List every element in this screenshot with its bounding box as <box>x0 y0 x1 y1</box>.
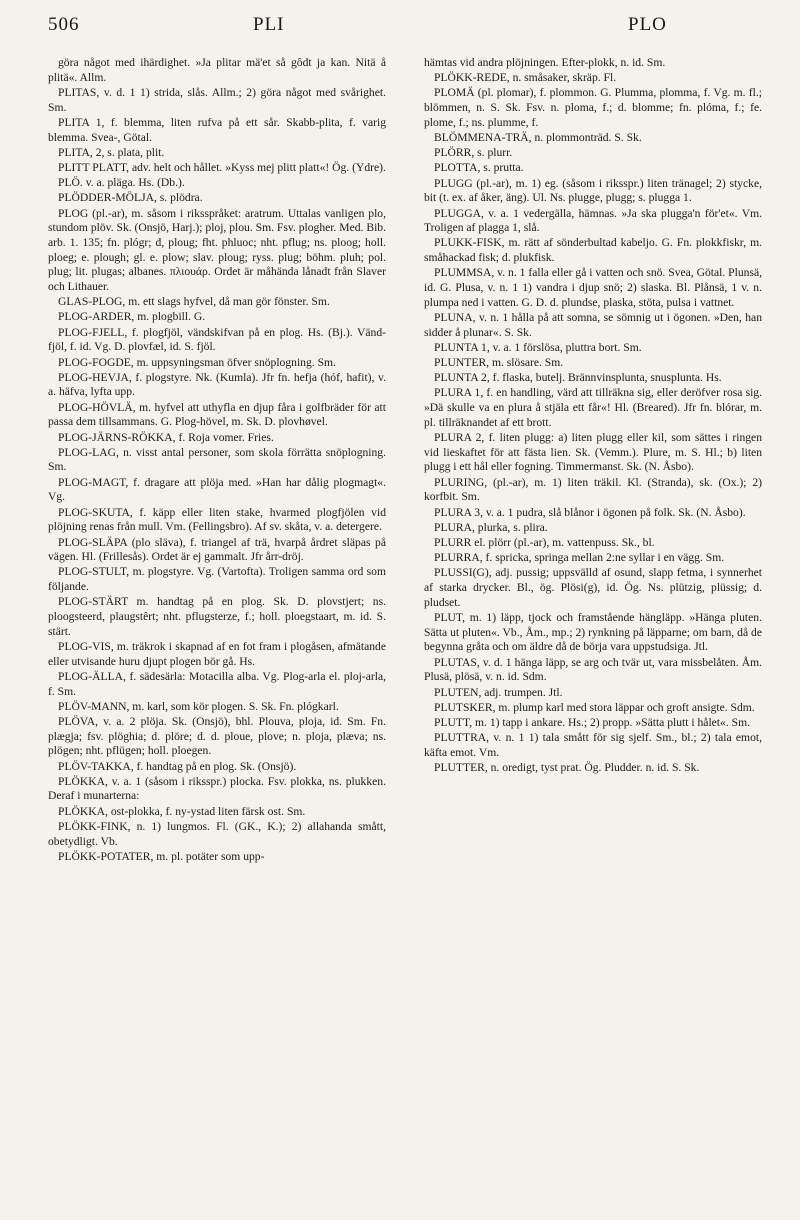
dictionary-entry: PLÖDDER-MÖLJA, s. plödra. <box>58 191 203 205</box>
dictionary-entry: PLUTTRA, v. n. 1 1) tala smått för sig sjelf. Sm., bl.; 2) tala emot, käfta emot. Vm. <box>424 731 762 759</box>
dictionary-entry: PLUNTER, m. slösare. Sm. <box>434 356 564 370</box>
dictionary-entry: PLOG-JÄRNS-RÖKKA, f. Roja vomer. Fries. <box>58 430 274 444</box>
dictionary-entry: PLOG-FJELL, f. plogfjöl, vändskifvan på en plog. Hs. (Bj.). Vänd-fjöl, f. id. Vg. D. plovfæl, id. S. fjöl. <box>48 325 386 354</box>
dictionary-entry: GLAS-PLOG, m. ett slags hyfvel, då man gör fönster. Sm. <box>58 295 330 309</box>
page-header <box>48 14 760 44</box>
dictionary-entry: PLUTEN, adj. trumpen. Jtl. <box>434 685 563 699</box>
dictionary-entry: PLUSSI(G), adj. pussig; uppsvälld af osund, slapp fetma, i synnerhet af starka drycker. Bl., ög. Plösi(g), id. Ög. Ns. plützig, plüssig; d. pludset. <box>424 566 762 609</box>
dictionary-entry: PLUNTA 1, v. a. 1 förslösa, pluttra bort. Sm. <box>434 340 642 354</box>
dictionary-entry: PLITA, 2, s. plata, plit. <box>58 145 165 159</box>
dictionary-entry: PLÖ. v. a. pläga. Hs. (Db.). <box>58 176 185 190</box>
dictionary-entry: PLÖKK-POTATER, m. pl. potäter som upp- <box>58 849 265 863</box>
dictionary-entry: PLUMMSA, v. n. 1 falla eller gå i vatten och snö. Svea, Götal. Plunsä, id. G. Plusa, v. n. 1 1) vandra i djup snö; 2) slaska. Bl. Plånsä, 1 v. n. plumpa ned i vatten. G. D. d. plundse, plaska, stöta, pulsa i vattnet. <box>424 266 762 309</box>
dictionary-entry: PLÖVA, v. a. 2 plöja. Sk. (Onsjö), bhl. Plouva, ploja, id. Sm. Fn. plægja; fsv. plöghia; d. plöre; d. d. ploue, plove; n. ploja, plæva; ns. plögen; nht. pflügen; holl. ploegen. <box>48 714 386 758</box>
dictionary-entry: PLUTAS, v. d. 1 hänga läpp, se arg och tvär ut, vara missbelåten. Åm. Plusä, plösä, v. n. id. Sdm. <box>424 655 762 684</box>
dictionary-entry: PLOTTA, s. prutta. <box>434 161 524 175</box>
dictionary-entry: PLURING, (pl.-ar), m. 1) liten träkil. Kl. (Stranda), sk. (Ox.); 2) korfbit. Sm. <box>424 475 762 504</box>
dictionary-entry: göra något med ihärdighet. »Ja plitar mä'et så gôdt ja kan. Nitä å plitä«. Allm. <box>48 56 386 84</box>
dictionary-entry: PLÖKKA, ost-plokka, f. ny-ystad liten färsk ost. Sm. <box>58 804 306 818</box>
dictionary-entry: PLITA 1, f. blemma, liten rufva på ett sår. Skabb-plita, f. varig blemma. Svea-, Götal. <box>48 115 386 144</box>
dictionary-entry: PLOG-LAG, n. visst antal personer, som skola förrätta snöplogning. Sm. <box>48 445 386 474</box>
dictionary-entry: PLOMÄ (pl. plomar), f. plommon. G. Plumma, plomma, f. Vg. m. fl.; blömmen, n. S. Sk. Fsv. n. ploma, f.; d. blomme; fn. plóma, f.; fe. plome, f.; ns. plumme, f. <box>424 86 762 129</box>
dictionary-entry: PLOG-STÄRT m. handtag på en plog. Sk. D. plovstjert; ns. ploogsteerd, plaugstêrt; nht. pflugsterze, f.; holl. ploegstaart, m. id. S. stärt. <box>48 595 386 638</box>
dictionary-entry: PLOG-HÖVLÄ, m. hyfvel att uthyfla en djup fåra i golfbräder för att passa dem tillsammans. G. Plog-hövel, m. Sk. D. plovhøvel. <box>48 400 386 429</box>
dictionary-entry: PLITAS, v. d. 1 1) strida, slås. Allm.; 2) göra något med svårighet. Sm. <box>48 85 386 114</box>
left-column <box>48 56 386 1206</box>
dictionary-entry: PLÖV-MANN, m. karl, som kör plogen. S. Sk. Fn. plógkarl. <box>58 699 339 713</box>
dictionary-entry: PLURR el. plörr (pl.-ar), m. vattenpuss. Sk., bl. <box>434 536 655 549</box>
dictionary-entry: PLUGG (pl.-ar), m. 1) eg. (såsom i riksspr.) liten tränagel; 2) stycke, bit (t. ex. af åker, äng). Ul. Ns. plugge, plugg; s. plugga 1. <box>424 176 762 205</box>
right-column <box>424 56 762 1206</box>
dictionary-entry: PLURRA, f. spricka, springa mellan 2:ne syllar i en vägg. Sm. <box>434 551 725 565</box>
right-guide-word: PLO <box>628 14 667 35</box>
page-number: 506 <box>48 14 80 35</box>
dictionary-entry: PLUTSKER, m. plump karl med stora läppar och groft ansigte. Sdm. <box>434 700 755 714</box>
dictionary-entry: PLOG (pl.-ar), m. såsom i riksspråket: aratrum. Uttalas vanligen plo, stundom plöv. Sk. (Onsjö, Harj.); ploj, plou. Sm. Fsv. plogher. Med. Bib. arb. 1. 135; fn. plógr; d, ploug; fht. phluoc; nht. pflug; ns. ploog; holl. ploeg; e. plough; gl. e. plow; slav. ploug; ryss. plug; böhm. pluh; pol. plug; lit. plugas; albanes. πλιουάρ. Ordet är måhända lånadt från Slaver och Lithauer. <box>48 206 386 294</box>
dictionary-entry: PLOG-STULT, m. plogstyre. Vg. (Vartofta). Troligen samma ord som följande. <box>48 565 386 594</box>
left-guide-word: PLI <box>253 14 285 35</box>
dictionary-entry: PLÖKK-REDE, n. småsaker, skräp. Fl. <box>434 71 617 85</box>
dictionary-entry: PLÖKKA, v. a. 1 (såsom i riksspr.) plocka. Fsv. plokka, ns. plukken. Deraf i munarterna: <box>48 774 386 803</box>
dictionary-entry: PLUTTER, n. oredigt, tyst prat. Ög. Pludder. n. id. S. Sk. <box>434 761 700 775</box>
dictionary-entry: PLOG-VIS, m. träkrok i skapnad af en fot fram i plogåsen, afmätande eller utvisande huru djupt plogen bör gå. Hs. <box>48 639 386 668</box>
dictionary-entry: PLÖV-TAKKA, f. handtag på en plog. Sk. (Onsjö). <box>58 759 297 773</box>
dictionary-entry: hämtas vid andra plöjningen. Efter-plokk, n. id. Sm. <box>424 56 666 69</box>
dictionary-entry: BLÖMMENA-TRÄ, n. plommonträd. S. Sk. <box>434 131 642 145</box>
dictionary-entry: PLUGGA, v. a. 1 vedergälla, hämnas. »Ja ska plugga'n för'et«. Vm. Troligen af plagga 1, slå. <box>424 206 762 235</box>
dictionary-entry: PLITT PLATT, adv. helt och hållet. »Kyss mej plitt platt«! Ög. (Ydre). <box>58 160 386 174</box>
dictionary-entry: PLURA 2, f. liten plugg: a) liten plugg eller kil, som sättes i ringen vid lieskaftet för att fästa lien. Sk. (Vemm.). Plure, m. S. Hl.; b) liten plugg i ett hål eller fogning. Timmermanst. Sk. (N. Åsbo). <box>424 431 762 474</box>
dictionary-entry: PLOG-MAGT, f. dragare att plöja med. »Han har dålig plogmagt«. Vg. <box>48 475 386 504</box>
dictionary-entry: PLOG-FOGDE, m. uppsyningsman öfver snöplogning. Sm. <box>58 355 336 369</box>
dictionary-entry: PLUTT, m. 1) tapp i ankare. Hs.; 2) propp. »Sätta plutt i hålet«. Sm. <box>434 715 750 729</box>
dictionary-entry: PLURA, plurka, s. plira. <box>434 520 548 534</box>
dictionary-entry: PLOG-SKUTA, f. käpp eller liten stake, hvarmed plogfjölen vid plöjning renas från mull. Vm. (Fellingsbro). Af sv. skåta, v. a. detergere. <box>48 505 386 534</box>
dictionary-entry: PLUKK-FISK, m. rätt af sönderbultad kabeljo. G. Fn. plokkfiskr, m. småhackad fisk; d. plukfisk. <box>424 236 762 265</box>
dictionary-entry: PLÖRR, s. plurr. <box>434 146 513 160</box>
dictionary-entry: PLUNA, v. n. 1 hålla på att somna, se sömnig ut i ögonen. »Den, han sidder å plunar«. S. Sk. <box>424 310 762 339</box>
dictionary-entry: PLURA 1, f. en handling, värd att tillräkna sig, eller deröfver rosa sig. »Dä skulle va en plura å stjäla ett får«! Hl. (Breared). Jfr fn. blórar, m. pl. tillräknandet af ett brott. <box>424 386 762 429</box>
dictionary-entry: PLUT, m. 1) läpp, tjock och framstående hängläpp. »Hänga pluten. Sätta ut pluten«. Vb., Åm., mp.; 2) rynkning på läpparne; om barn, då de begynna gråta och om äldre då de börja vara uppstudsiga. Jtl. <box>424 611 762 654</box>
dictionary-entry: PLOG-SLÄPA (plo släva), f. triangel af trä, hvarpå årdret släpas på vägen. Hl. (Frillesås). Ordet är ej gammalt. Jfr årr-dröj. <box>48 535 386 564</box>
dictionary-entry: PLUNTA 2, f. flaska, butelj. Brännvinsplunta, snusplunta. Hs. <box>434 371 722 385</box>
dictionary-entry: PLÖKK-FINK, n. 1) lungmos. Fl. (GK., K.); 2) allahanda smått, obetydligt. Vb. <box>48 819 386 848</box>
dictionary-entry: PLOG-ÄLLA, f. sädesärla: Motacilla alba. Vg. Plog-arla el. ploj-arla, f. Sm. <box>48 669 386 698</box>
dictionary-entry: PLOG-ARDER, m. plogbill. G. <box>58 310 206 324</box>
dictionary-entry: PLURA 3, v. a. 1 pudra, slå blånor i ögonen på folk. Sk. (N. Åsbo). <box>434 505 746 519</box>
dictionary-entry: PLOG-HEVJA, f. plogstyre. Nk. (Kumla). Jfr fn. hefja (hóf, hafit), v. a. häfva, lyfta upp. <box>48 370 386 399</box>
